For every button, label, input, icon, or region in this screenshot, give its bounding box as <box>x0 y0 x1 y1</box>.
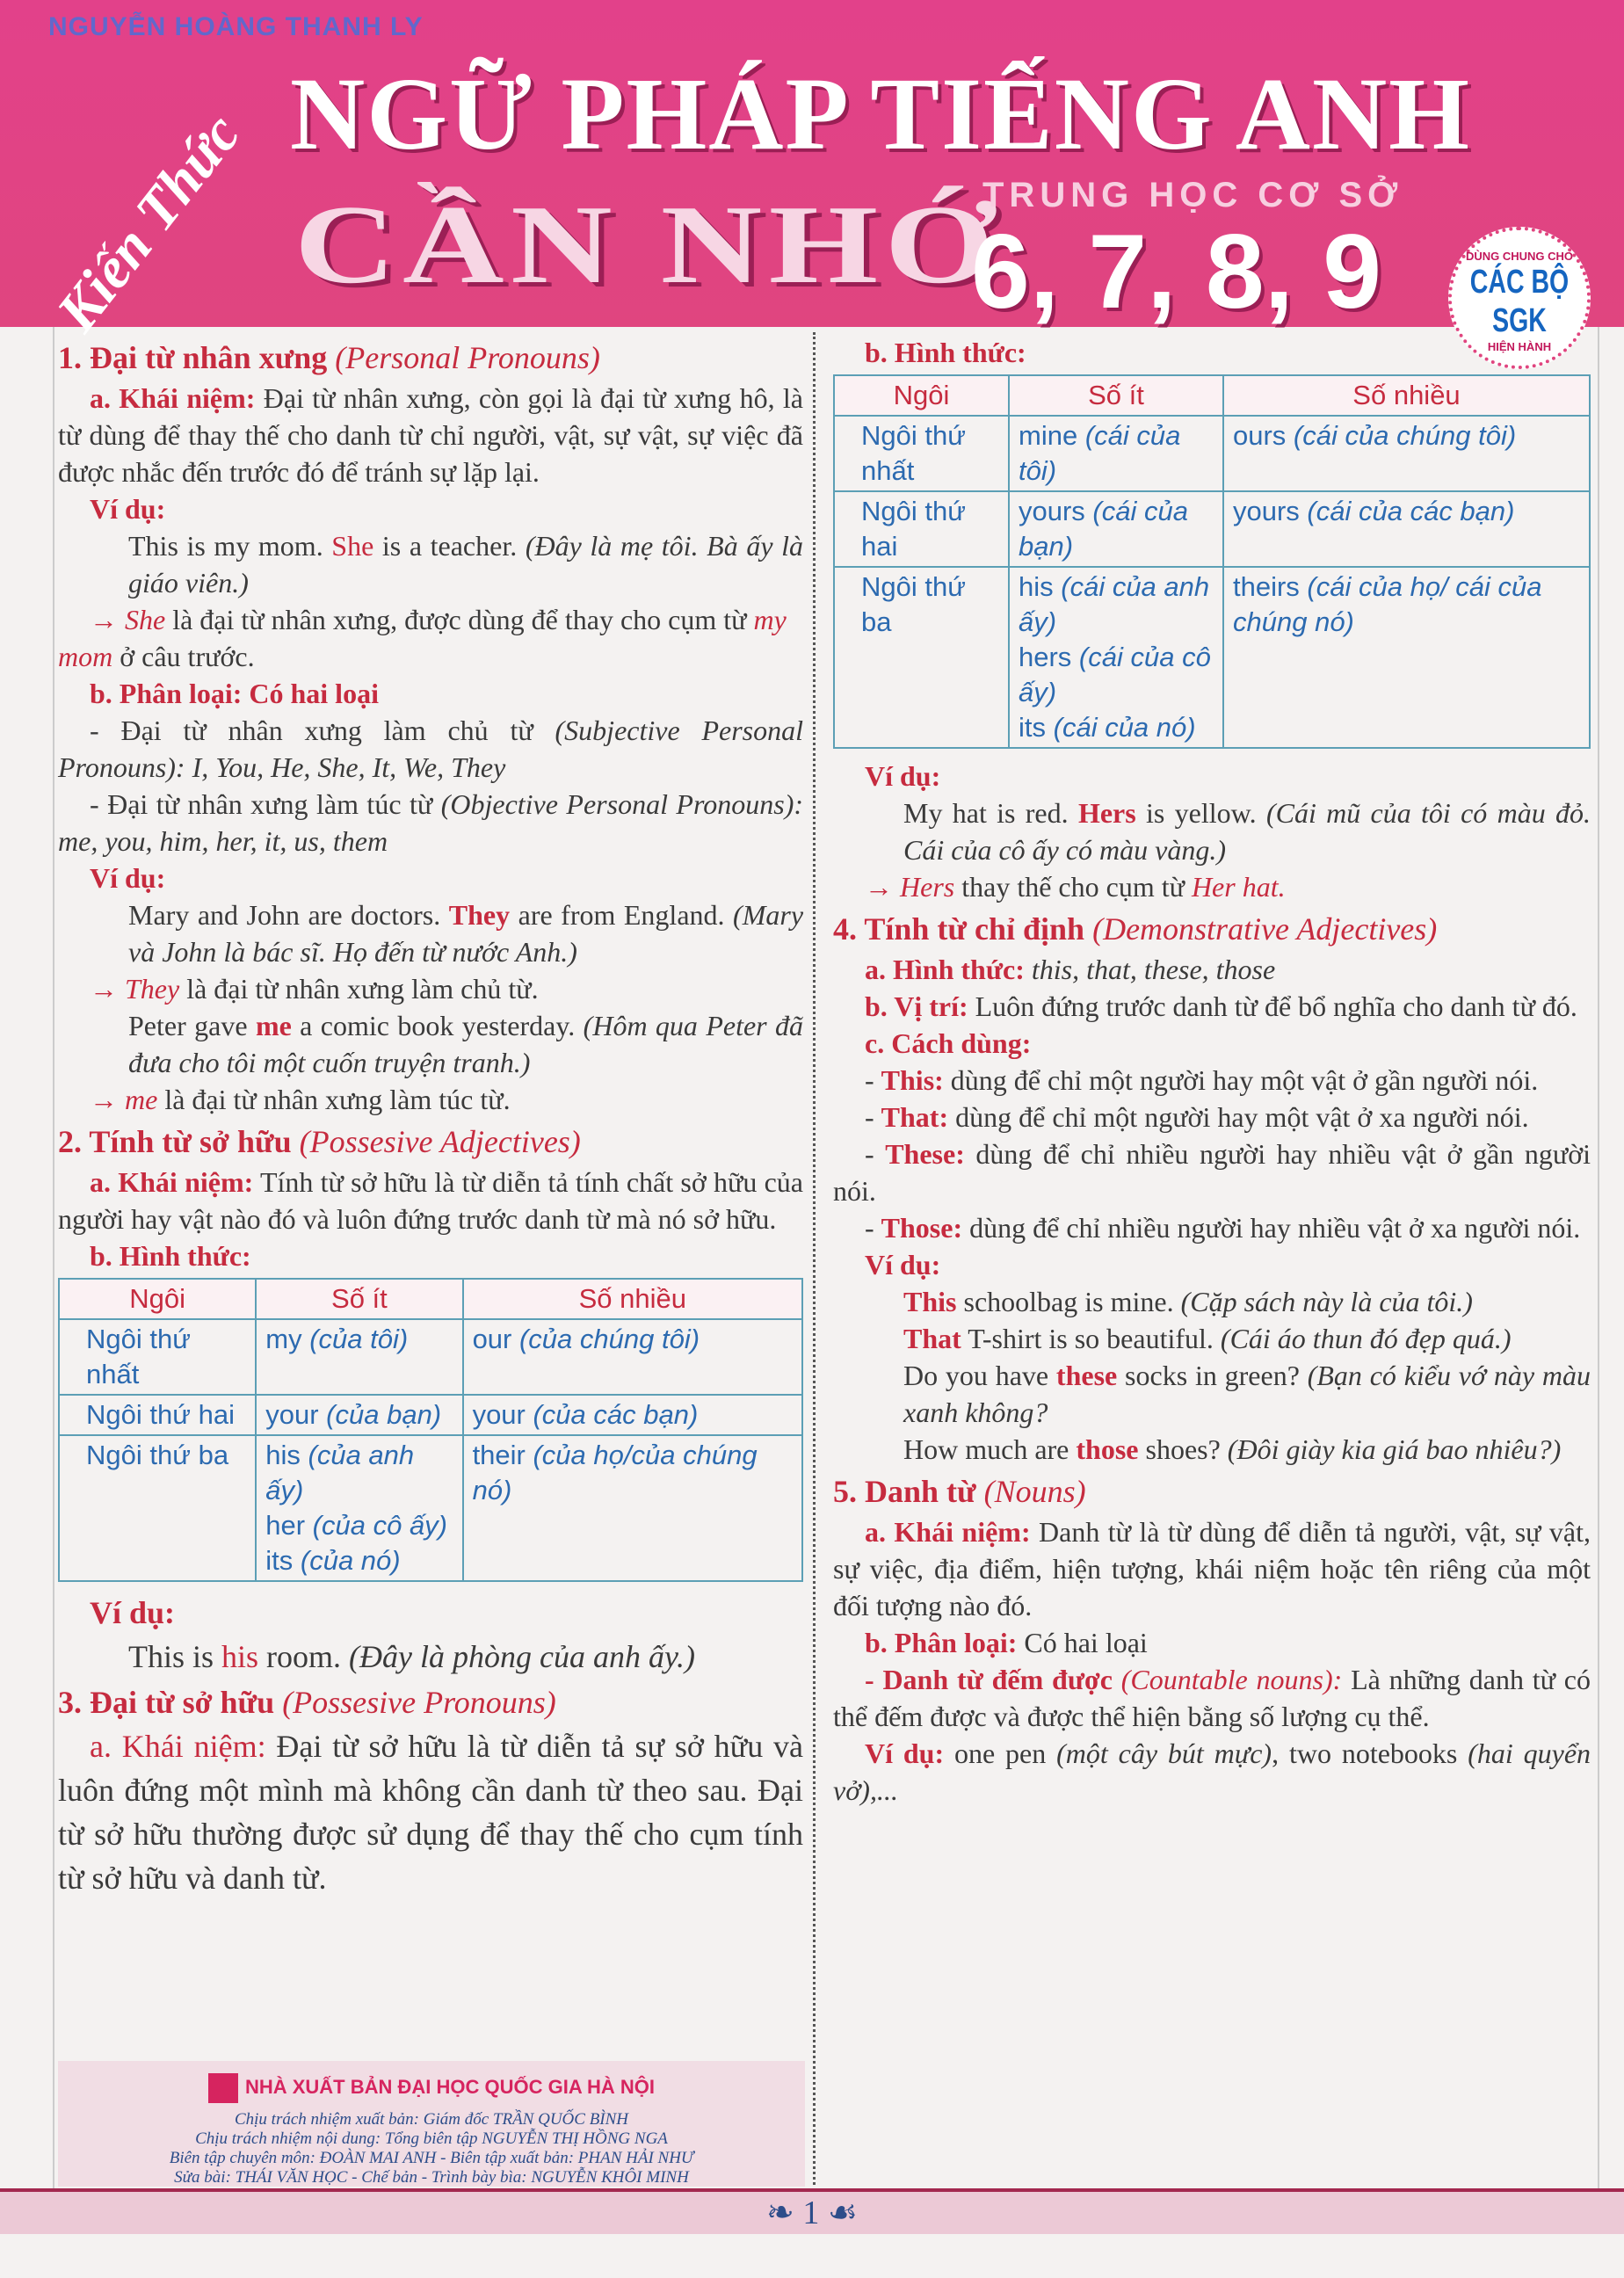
text-run: room. <box>258 1639 350 1674</box>
text-run: → <box>90 973 125 1005</box>
cell-gloss: (của chúng tôi) <box>518 1324 700 1354</box>
text-run: (Bạn có kiểu vớ này màu xanh không? <box>903 1360 1591 1428</box>
text-run: 2. Tính từ sở hữu <box>58 1124 300 1159</box>
text-run: a. Khái niệm: <box>865 1516 1031 1548</box>
text-run: - Đại từ nhân xưng làm túc từ <box>90 788 441 820</box>
cell-line <box>86 1322 246 1392</box>
text-run: (một cây bút mực) <box>1056 1738 1272 1769</box>
text-run: b. Phân loại: <box>865 1627 1018 1658</box>
text-run: are from England. <box>510 899 734 931</box>
text-run: My hat is red. <box>903 797 1078 829</box>
subheading <box>833 1025 1591 1062</box>
paragraph <box>833 1099 1591 1135</box>
subheading <box>58 1237 803 1274</box>
paragraph <box>58 1164 803 1237</box>
text-run: is yellow. <box>1135 797 1266 829</box>
ornament-icon: ☙ <box>819 2195 858 2231</box>
cell-word: your <box>265 1399 327 1430</box>
text-run: They <box>448 899 511 931</box>
table-row <box>834 491 1590 567</box>
text-run: schoolbag is mine. <box>956 1286 1181 1317</box>
table-header-row <box>59 1279 802 1319</box>
text-run: dùng để chỉ một người hay một vật ở xa người nói. <box>948 1101 1529 1133</box>
text-run: a comic book yesterday. <box>291 1010 584 1041</box>
cell-gloss: (của bạn) <box>326 1399 442 1430</box>
text-run: Ví dụ: <box>865 1249 941 1280</box>
cell-line <box>1019 494 1214 564</box>
paragraph <box>58 712 803 786</box>
text-run: Ví dụ: <box>90 862 166 894</box>
text-run: T-shirt is so beautiful. <box>961 1323 1221 1354</box>
cell-gloss: (cái của chúng tôi) <box>1293 420 1517 451</box>
paragraph <box>833 1735 1591 1809</box>
text-run: 1. Đại từ nhân xưng <box>58 340 336 375</box>
text-run: That: <box>881 1101 949 1133</box>
explanation-line <box>58 970 803 1007</box>
text-run: She <box>331 530 374 562</box>
text-run: Hers <box>1077 797 1136 829</box>
text-run: those <box>1076 1433 1139 1465</box>
table-cell <box>463 1395 802 1435</box>
cell-line <box>86 1397 246 1433</box>
text-run: one pen <box>944 1738 1057 1769</box>
text-run: a. Khái niệm: <box>90 382 256 414</box>
paragraph <box>58 786 803 860</box>
paragraph <box>58 380 803 490</box>
cell-word: our <box>472 1324 519 1354</box>
text-run: là đại từ nhân xưng, được dùng để thay cho cụm từ <box>165 604 754 635</box>
example-label <box>833 758 1591 794</box>
textbook-badge <box>1448 227 1591 369</box>
cell-word: her <box>265 1510 313 1541</box>
cell-gloss: (cái của các bạn) <box>1307 496 1515 526</box>
text-run: (Hôm qua Peter đã đưa cho tôi một cuốn truyện tranh.) <box>128 1010 804 1078</box>
cell-gloss: (cái của bạn) <box>1019 496 1188 562</box>
paragraph <box>833 1513 1591 1624</box>
table-cell <box>1223 567 1590 748</box>
text-run: Luôn đứng trước danh từ để bổ nghĩa cho danh từ đó. <box>968 990 1577 1022</box>
table-row <box>834 567 1590 748</box>
cell-gloss: (của nó) <box>300 1545 401 1576</box>
text-run: dùng để chỉ nhiều người hay nhiều vật ở gần người nói. <box>833 1138 1591 1207</box>
script-title: Kiến Thức <box>44 102 253 344</box>
cell-gloss: (của họ/của chúng nó) <box>472 1440 758 1505</box>
text-run: This is my mom. <box>128 530 332 562</box>
cell-line <box>265 1322 453 1357</box>
text-run: This: <box>881 1064 944 1096</box>
column-divider <box>813 332 816 2185</box>
table-row <box>59 1395 802 1435</box>
table-cell <box>834 416 1009 491</box>
cell-word: Ngôi thứ hai <box>86 1399 235 1430</box>
text-run: Hers <box>900 871 955 903</box>
text-run: (Cái mũ của tôi có màu đỏ. Cái của cô ấy có màu vàng.) <box>903 797 1591 866</box>
right-column <box>833 334 1591 1809</box>
left-column <box>58 334 803 1900</box>
example-sentence <box>833 794 1591 868</box>
cell-word: their <box>472 1440 533 1470</box>
cell-line <box>265 1397 453 1433</box>
cell-word: yours <box>1233 496 1308 526</box>
cell-line <box>86 1438 246 1473</box>
text-run: this, that, these, those <box>1024 954 1276 985</box>
cell-line <box>473 1322 793 1357</box>
paragraph <box>833 1661 1591 1735</box>
explanation-line <box>833 868 1591 905</box>
paragraph <box>833 951 1591 988</box>
credit-line: Sửa bài: THÁI VĂN HỌC - Chế bản - Trình bày bìa: NGUYỄN KHÔI MINH <box>174 2168 689 2187</box>
text-run: me <box>125 1084 158 1115</box>
text-run: - Đại từ nhân xưng làm chủ từ <box>90 715 555 746</box>
table-cell <box>463 1319 802 1395</box>
table-cell <box>256 1435 462 1581</box>
table-cell <box>463 1435 802 1581</box>
table-row <box>59 1435 802 1581</box>
publisher-logo-icon <box>208 2073 238 2103</box>
text-run: (Nouns) <box>983 1474 1086 1509</box>
cell-gloss: (của anh ấy) <box>265 1440 415 1505</box>
example-sentence <box>833 1357 1591 1431</box>
example-label <box>58 860 803 896</box>
text-run: Ví dụ: <box>90 1595 176 1630</box>
ornament-icon: ❧ <box>766 2195 803 2231</box>
table-cell <box>256 1319 462 1395</box>
book-title-line1: NGỮ PHÁP TIẾNG ANH <box>290 56 1471 171</box>
text-run: Those: <box>881 1212 963 1244</box>
cell-gloss: (của các bạn) <box>533 1399 699 1430</box>
publisher-name: NHÀ XUẤT BẢN ĐẠI HỌC QUỐC GIA HÀ NỘI <box>244 2075 656 2098</box>
text-run: Danh từ là từ dùng để diễn tả người, vật, sự vật, sự việc, địa điểm, hiện tượng, khái niệm hoặc tên riêng của một đối tượng nào đó. <box>833 1516 1591 1621</box>
text-run: - <box>865 1101 881 1133</box>
cell-word: Ngôi thứ nhất <box>86 1324 191 1389</box>
table-cell <box>256 1395 462 1435</box>
cell-line <box>1233 494 1580 529</box>
credit-line: Chịu trách nhiệm xuất bản: Giám đốc TRẦN QUỐC BÌNH <box>234 2110 629 2129</box>
publisher-box <box>58 2061 805 2187</box>
text-run: shoes? <box>1138 1433 1228 1465</box>
text-run: - <box>865 1064 881 1096</box>
cell-line <box>265 1543 453 1578</box>
text-run: (Demonstrative Adjectives) <box>1092 911 1438 947</box>
cell-word: Ngôi thứ nhất <box>861 420 966 486</box>
table-cell <box>1009 416 1223 491</box>
book-title-line2: CẦN NHỚ <box>294 182 1001 307</box>
table-cell <box>834 491 1009 567</box>
cell-gloss: (cái của anh ấy) <box>1019 571 1210 637</box>
text-run: là đại từ nhân xưng làm túc từ. <box>157 1084 511 1115</box>
cell-word: mine <box>1019 420 1085 451</box>
text-run: They <box>125 973 180 1005</box>
table-cell <box>1009 567 1223 748</box>
text-run: b. Hình thức: <box>865 337 1026 368</box>
cell-line <box>1019 710 1214 745</box>
author-name: NGUYỄN HOÀNG THANH LY <box>48 12 424 41</box>
text-run: is a teacher. <box>373 530 526 562</box>
text-run: - <box>865 1138 886 1170</box>
table-cell <box>1223 491 1590 567</box>
cell-line <box>473 1397 793 1433</box>
text-run: (Mary và John là bác sĩ. Họ đến từ nước Anh.) <box>128 899 804 968</box>
text-run: (Objective Personal Pronouns): me, you, him, her, it, us, them <box>58 788 804 857</box>
text-run: , two notebooks <box>1272 1738 1468 1769</box>
table-row <box>834 416 1590 491</box>
text-run: These: <box>885 1138 965 1170</box>
text-run: dùng để chỉ một người hay một vật ở gần người nói. <box>943 1064 1539 1096</box>
text-run: That <box>903 1323 961 1354</box>
badge-bottom: HIỆN HÀNH <box>1487 340 1552 353</box>
cell-line <box>265 1508 453 1543</box>
cell-line <box>1019 640 1214 710</box>
cell-line <box>861 494 999 564</box>
cell-gloss: (cái của cô ấy) <box>1019 642 1211 707</box>
cell-word: theirs <box>1233 571 1308 602</box>
text-run: (Countable nouns): <box>1120 1664 1343 1695</box>
text-run: a. Khái niệm: <box>90 1166 254 1198</box>
paragraph <box>58 1724 803 1900</box>
cell-gloss: (của cô ấy) <box>312 1510 448 1541</box>
text-run: (Cái áo thun đó đẹp quá.) <box>1220 1323 1512 1354</box>
pronoun-table <box>833 374 1591 749</box>
table-cell <box>1009 491 1223 567</box>
section-heading <box>58 1684 803 1721</box>
column-header: Số nhiều <box>463 1279 802 1319</box>
cell-gloss: (cái của họ/ cái của chúng nó) <box>1233 571 1542 637</box>
text-run: Ví dụ: <box>90 493 166 525</box>
text-run: Do you have <box>903 1360 1056 1391</box>
cell-gloss: (cái của nó) <box>1053 712 1196 743</box>
text-run: Her hat. <box>1191 871 1286 903</box>
example-label <box>833 1246 1591 1283</box>
text-run: (Đôi giày kia giá bao nhiêu?) <box>1227 1433 1562 1465</box>
text-run: dùng để chỉ nhiều người hay nhiều vật ở xa người nói. <box>962 1212 1581 1244</box>
section-heading <box>833 910 1591 947</box>
text-run: b. Hình thức: <box>90 1240 251 1272</box>
table-cell <box>1223 416 1590 491</box>
paragraph <box>833 1624 1591 1661</box>
text-run: → <box>90 1084 125 1115</box>
column-header: Ngôi <box>59 1279 256 1319</box>
explanation-line <box>58 1081 803 1118</box>
text-run: 4. Tính từ chỉ định <box>833 911 1093 947</box>
cell-gloss: (cái của tôi) <box>1019 420 1181 486</box>
example-sentence <box>833 1320 1591 1357</box>
text-run: (hai quyển vở),... <box>833 1738 1591 1806</box>
cell-word: Ngôi thứ ba <box>861 571 966 637</box>
example-sentence <box>58 527 803 601</box>
text-run: his <box>221 1639 259 1674</box>
text-run: Ví dụ: <box>865 1738 945 1769</box>
cell-line <box>1233 570 1580 640</box>
text-run: a. Khái niệm: <box>90 1729 266 1764</box>
cell-word: your <box>472 1399 533 1430</box>
text-run: socks in green? <box>1117 1360 1308 1391</box>
explanation-line <box>58 601 803 675</box>
column-header: Số nhiều <box>1223 375 1590 416</box>
credit-line: Chịu trách nhiệm nội dung: Tổng biên tập NGUYỄN THỊ HỒNG NGA <box>195 2129 668 2148</box>
table-header-row <box>834 375 1590 416</box>
text-run: (Đây là mẹ tôi. Bà ấy là giáo viên.) <box>128 530 804 599</box>
section-heading <box>833 1473 1591 1510</box>
paragraph <box>833 1209 1591 1246</box>
text-run: Mary and John are doctors. <box>128 899 449 931</box>
text-run: b. Vị trí: <box>865 990 968 1022</box>
text-run: my mom <box>58 604 787 672</box>
subheading <box>58 675 803 712</box>
paragraph <box>833 988 1591 1025</box>
grades: 6, 7, 8, 9 <box>971 213 1381 330</box>
text-run: (Cặp sách này là của tôi.) <box>1180 1286 1473 1317</box>
text-run: Đại từ sở hữu là từ diễn tả sự sở hữu và luôn đứng một mình mà không cần danh từ theo sau. Đại từ sở hữu thường được sử dụng để thay thế cho cụm tính từ sở hữu và danh từ. <box>58 1729 803 1896</box>
page-footer <box>0 2188 1624 2234</box>
example-label <box>58 490 803 527</box>
text-run: thay thế cho cụm từ <box>954 871 1192 903</box>
text-run: ở câu trước. <box>112 641 255 672</box>
text-run: (Possesive Adjectives) <box>299 1124 581 1159</box>
paragraph <box>833 1135 1591 1209</box>
cell-line <box>1233 418 1580 453</box>
badge-top: DÙNG CHUNG CHO <box>1465 250 1574 263</box>
text-run: 3. Đại từ sở hữu <box>58 1685 283 1720</box>
text-run: me <box>255 1010 292 1041</box>
cell-line <box>1019 570 1214 640</box>
text-run: → <box>865 871 900 903</box>
text-run: - <box>865 1212 881 1244</box>
cell-line <box>265 1438 453 1508</box>
publisher-name-row <box>58 2073 805 2103</box>
table-cell <box>59 1395 256 1435</box>
cell-line <box>1019 418 1214 489</box>
text-run: Có hai loại <box>1017 1627 1148 1658</box>
cell-word: yours <box>1019 496 1093 526</box>
text-run: This <box>903 1286 957 1317</box>
cell-line <box>473 1438 793 1508</box>
example-sentence <box>58 1007 803 1081</box>
text-run: - Danh từ đếm được <box>865 1664 1121 1695</box>
text-run: Đại từ nhân xưng, còn gọi là đại từ xưng hô, là từ dùng để thay thế cho danh từ chỉ người, vật, sự vật, sự việc đã được nhắc đến trước đó để tránh sự lặp lại. <box>58 382 804 488</box>
cell-word: its <box>1019 712 1054 743</box>
section-heading <box>58 339 803 376</box>
page-number: 1 <box>802 2195 820 2231</box>
cell-word: Ngôi thứ hai <box>861 496 966 562</box>
example-label <box>58 1591 803 1635</box>
example-sentence <box>833 1431 1591 1468</box>
example-sentence <box>58 896 803 970</box>
pronoun-table <box>58 1278 803 1582</box>
text-run: a. Hình thức: <box>865 954 1025 985</box>
text-run: (Subjective Personal Pronouns): I, You, He, She, It, We, They <box>58 715 804 783</box>
column-header: Số ít <box>256 1279 462 1319</box>
table-cell <box>59 1319 256 1395</box>
example-sentence <box>833 1283 1591 1320</box>
credit-line: Biên tập chuyên môn: ĐOÀN MAI ANH - Biên tập xuất bản: PHAN HẢI NHƯ <box>169 2149 694 2167</box>
text-run: This is <box>128 1639 222 1674</box>
cell-word: its <box>265 1545 301 1576</box>
badge-main: CÁC BỘ SGK <box>1469 264 1570 339</box>
text-run: Ví dụ: <box>865 760 941 792</box>
cell-word: his <box>1019 571 1062 602</box>
paragraph <box>833 1062 1591 1099</box>
text-run: là đại từ nhân xưng làm chủ từ. <box>179 973 539 1005</box>
column-header: Ngôi <box>834 375 1009 416</box>
cell-word: ours <box>1233 420 1294 451</box>
text-run: (Possesive Pronouns) <box>282 1685 556 1720</box>
cell-word: hers <box>1019 642 1079 672</box>
cell-word: my <box>265 1324 310 1354</box>
table-cell <box>59 1435 256 1581</box>
table-cell <box>834 567 1009 748</box>
text-run: How much are <box>903 1433 1077 1465</box>
text-run: (Đây là phòng của anh ấy.) <box>349 1639 695 1674</box>
text-run: c. Cách dùng: <box>865 1027 1032 1059</box>
cell-word: his <box>265 1440 308 1470</box>
column-header: Số ít <box>1009 375 1223 416</box>
table-row <box>59 1319 802 1395</box>
text-run: She <box>125 604 166 635</box>
text-run: b. Phân loại: Có hai loại <box>90 678 379 709</box>
cell-gloss: (của tôi) <box>309 1324 409 1354</box>
example-sentence <box>58 1635 803 1679</box>
text-run: 5. Danh từ <box>833 1474 984 1509</box>
cell-word: Ngôi thứ ba <box>86 1440 229 1470</box>
school-level: TRUNG HỌC CƠ SỞ <box>982 176 1403 214</box>
text-run: Tính từ sở hữu là từ diễn tả tính chất sở hữu của người hay vật nào đó và luôn đứng trước danh từ mà nó sở hữu. <box>58 1166 804 1235</box>
cell-line <box>861 418 999 489</box>
text-run: → <box>90 604 125 635</box>
section-heading <box>58 1123 803 1160</box>
text-run: these <box>1055 1360 1118 1391</box>
text-run: Peter gave <box>128 1010 256 1041</box>
text-run: Là những danh từ có thể đếm được và được thể hiện bằng số lượng cụ thể. <box>833 1664 1591 1732</box>
cell-line <box>861 570 999 640</box>
text-run: (Personal Pronouns) <box>335 340 600 375</box>
